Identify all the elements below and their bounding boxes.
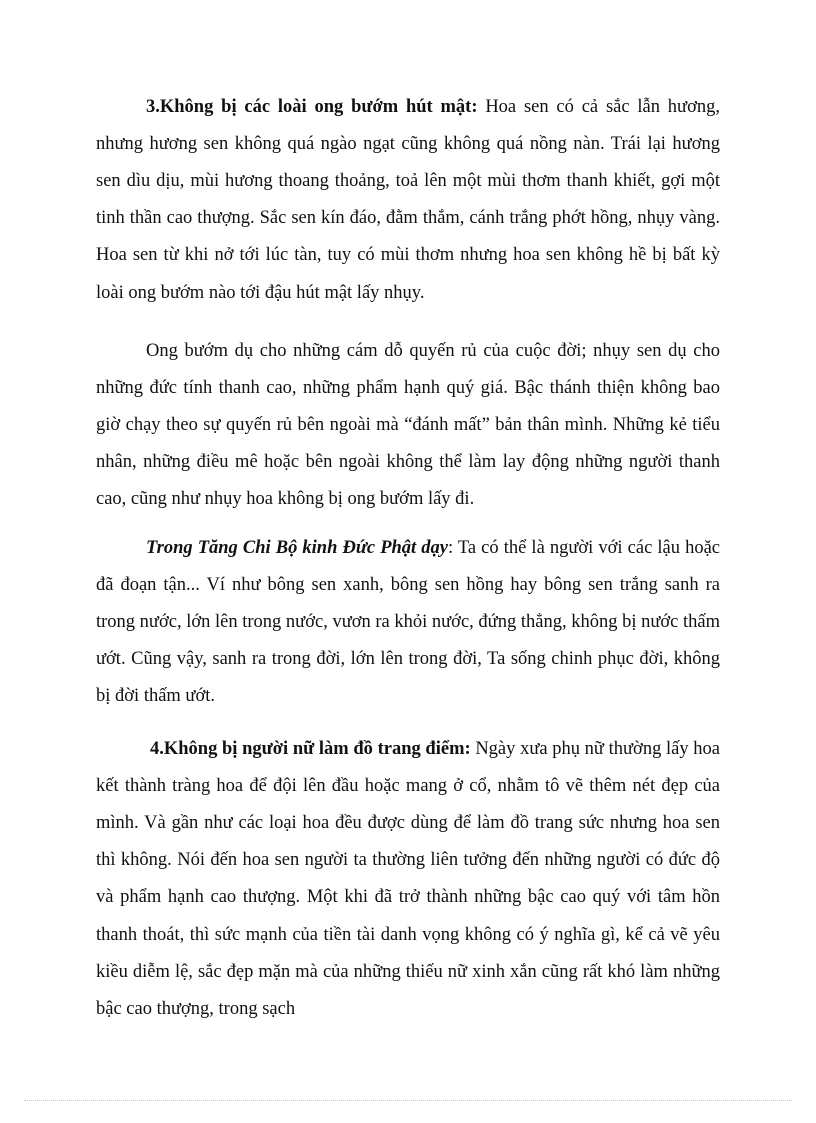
paragraph-bees-metaphor [96, 333, 720, 519]
paragraph-heading: 4.Không bị người nữ làm đồ trang điểm: [150, 738, 471, 759]
paragraph-body: Ngày xưa phụ nữ thường lấy hoa kết thành tràng hoa để đội lên đầu hoặc mang ở cổ, nhằm tô vẽ thêm nét đẹp của mình. Và gần như các loại hoa đều được dùng để làm đồ trang sức nhưng hoa sen thì không. Nói đến hoa sen người ta thường liên tưởng đến những người có đức độ và phẩm hạnh cao thượng. Một khi đã trở thành những bậc cao quý với tâm hồn thanh thoát, thì sức mạnh của tiền tài danh vọng không có ý nghĩa gì, kể cả vẽ yêu kiều diễm lệ, sắc đẹp mặn mà của những thiếu nữ xinh xắn cũng rất khó làm những bậc cao thượng, trong sạch [96, 738, 720, 1019]
paragraph-3-bees [96, 89, 720, 312]
paragraph-4-adornment [96, 731, 720, 1029]
page-bottom-divider [24, 1100, 792, 1101]
paragraph-body: : Ta có thể là người với các lậu hoặc đã đoạn tận... Ví như bông sen xanh, bông sen hồng hay bông sen trắng sanh ra trong nước, lớn lên trong nước, vươn ra khỏi nước, đứng thẳng, không bị nước thấm ướt. Cũng vậy, sanh ra trong đời, lớn lên trong đời, Ta sống chinh phục đời, không bị đời thấm ướt. [96, 537, 720, 707]
paragraph-heading: Trong Tăng Chi Bộ kinh Đức Phật dạy [146, 537, 448, 558]
paragraph-sutra-quote [96, 530, 720, 716]
paragraph-heading: 3.Không bị các loài ong bướm hút mật: [146, 96, 478, 117]
paragraph-body: Ong bướm dụ cho những cám dỗ quyến rủ của cuộc đời; nhụy sen dụ cho những đức tính thanh cao, những phẩm hạnh quý giá. Bậc thánh thiện không bao giờ chạy theo sự quyến rủ bên ngoài mà “đánh mất” bản thân mình. Những kẻ tiểu nhân, những điều mê hoặc bên ngoài không thể làm lay động những người thanh cao, cũng như nhụy hoa không bị ong bướm lấy đi. [96, 340, 720, 510]
paragraph-body: Hoa sen có cả sắc lẫn hương, nhưng hương sen không quá ngào ngạt cũng không quá nồng nàn. Trái lại hương sen dìu dịu, mùi hương thoang thoảng, toả lên một mùi thơm thanh khiết, gợi một tinh thần cao thượng. Sắc sen kín đáo, đằm thắm, cánh trắng phớt hồng, nhụy vàng. Hoa sen từ khi nở tới lúc tàn, tuy có mùi thơm nhưng hoa sen không hề bị bất kỳ loài ong bướm nào tới đậu hút mật lấy nhụy. [96, 96, 720, 303]
